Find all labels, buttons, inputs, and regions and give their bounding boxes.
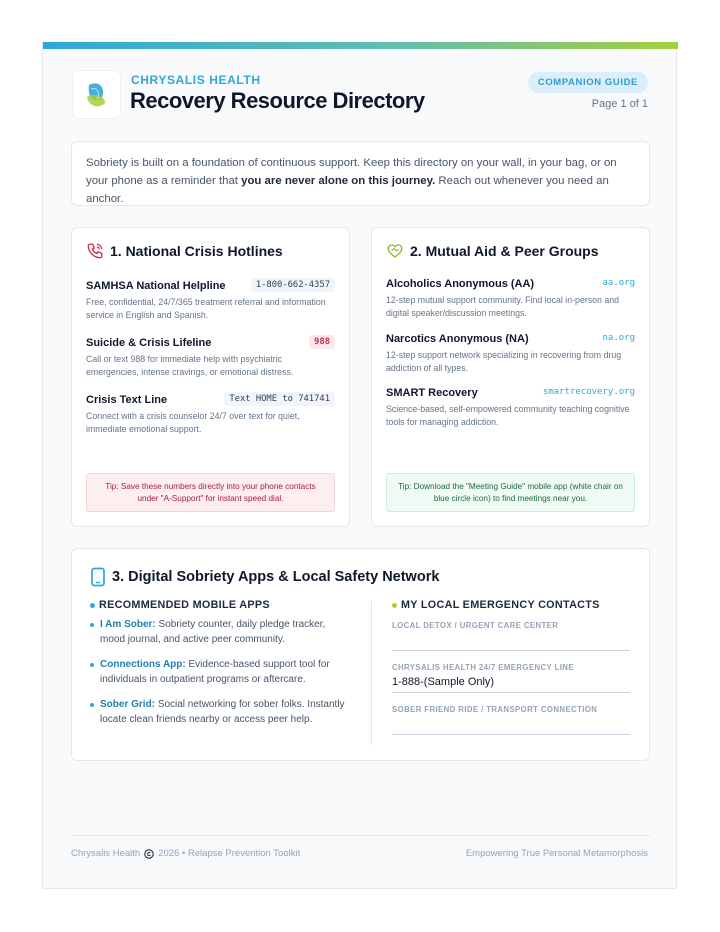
sober-ride-label: SOBER FRIEND RIDE / TRANSPORT CONNECTION [392, 705, 598, 714]
peer-group-description: 12-step mutual support community. Find local in-person and digital speaker/discussion meetings. [386, 295, 620, 318]
app-description: Social networking for sober folks. Instantly locate clean friends nearby or access peer help. [100, 699, 345, 725]
app-name: I Am Sober: [100, 619, 156, 630]
intro-text-bold: you are never alone on this journey. [241, 175, 436, 187]
footer-divider [71, 835, 650, 836]
emergency-line-line [392, 692, 630, 693]
sober-ride-line [392, 734, 630, 735]
peer-group-description: Science-based, self-empowered community teaching cognitive tools for managing addiction. [386, 404, 630, 427]
peer-group-link[interactable]: smartrecovery.org [542, 387, 635, 397]
intro-panel [71, 141, 650, 206]
contacts-subheading-label: MY LOCAL EMERGENCY CONTACTS [401, 599, 600, 611]
footer-left [71, 848, 300, 859]
app-name: Sober Grid: [100, 699, 156, 710]
peer-group-name: SMART Recovery [386, 387, 478, 399]
footer-brand: Chrysalis Health [71, 848, 141, 859]
hotline-entry [86, 394, 335, 435]
app-description: Sobriety counter, daily pledge tracker, mood journal, and active peer community. [100, 619, 326, 645]
list-item [90, 697, 350, 727]
detox-center-line [392, 650, 630, 651]
butterfly-logo-icon [79, 77, 115, 113]
digital-apps-title [90, 567, 439, 587]
hotline-entry [86, 337, 335, 378]
mutual-aid-title [386, 242, 599, 260]
hotline-name: SAMHSA National Helpline [86, 280, 226, 292]
hotline-description: Call or text 988 for immediate help with psychiatric emergencies, intense cravings, or emotional distress. [86, 354, 294, 377]
page-number: Page 1 of 1 [591, 98, 648, 110]
crisis-hotlines-heading: 1. National Crisis Hotlines [110, 243, 283, 259]
hotline-description: Connect with a crisis counselor 24/7 over text for quiet, immediate emotional support. [86, 411, 300, 434]
app-list [90, 617, 350, 737]
app-description: Evidence-based support tool for individuals in outpatient programs or aftercare. [100, 659, 330, 685]
detox-center-label: LOCAL DETOX / URGENT CARE CENTER [392, 621, 559, 630]
contacts-subheading [392, 599, 600, 611]
peer-group-entry [386, 387, 635, 428]
document-page [42, 42, 677, 889]
apps-subheading [90, 599, 270, 611]
column-divider [371, 601, 372, 745]
hotline-tip: Tip: Save these numbers directly into your phone contacts under "A-Support" for instant speed dial. [86, 473, 335, 512]
intro-text-1: Sobriety is built on a foundation of continuous support. Keep this directory on your wall, in your bag, or on your phone as a reminder that [86, 157, 617, 187]
intro-text-2: Reach out whenever you need an anchor. [86, 175, 609, 205]
green-dot-icon [392, 603, 397, 608]
companion-guide-badge: COMPANION GUIDE [528, 72, 648, 93]
heart-handshake-icon [386, 242, 404, 260]
peer-group-name: Alcoholics Anonymous (AA) [386, 278, 535, 290]
hotline-description: Free, confidential, 24/7/365 treatment referral and information service in English and Spanish. [86, 297, 326, 320]
smartphone-icon [90, 567, 106, 587]
hotline-entry [86, 280, 335, 321]
chrysalis-logo [72, 70, 121, 119]
peer-group-tip: Tip: Download the "Meeting Guide" mobile app (white chair on blue circle icon) to find meetings near you. [386, 473, 635, 512]
mutual-aid-heading: 2. Mutual Aid & Peer Groups [410, 243, 599, 259]
mutual-aid-card [371, 227, 650, 527]
peer-group-entry [386, 333, 635, 374]
hotline-name: Suicide & Crisis Lifeline [86, 337, 212, 349]
crisis-hotlines-title [86, 242, 283, 260]
emergency-line-label: CHRYSALIS HEALTH 24/7 EMERGENCY LINE [392, 663, 574, 672]
phone-icon [86, 242, 104, 260]
hotline-number[interactable]: Text HOME to 741741 [224, 392, 335, 406]
blue-dot-icon [90, 603, 95, 608]
footer-tagline: Empowering True Personal Metamorphosis [465, 848, 648, 859]
peer-group-link[interactable]: na.org [602, 333, 635, 343]
peer-group-link[interactable]: aa.org [602, 278, 635, 288]
peer-group-entry [386, 278, 635, 319]
hotline-number[interactable]: 1-800-662-4357 [251, 278, 335, 292]
gradient-top-bar [43, 42, 678, 49]
emergency-line-field[interactable]: 1-888-(Sample Only) [392, 676, 495, 688]
digital-apps-card [71, 548, 650, 761]
footer-copyright-text: 2026 • Relapse Prevention Toolkit [158, 848, 301, 859]
hotline-name: Crisis Text Line [86, 394, 168, 406]
peer-group-name: Narcotics Anonymous (NA) [386, 333, 529, 345]
digital-apps-heading: 3. Digital Sobriety Apps & Local Safety Network [112, 569, 440, 585]
page-title: Recovery Resource Directory [130, 88, 425, 113]
brand-name: CHRYSALIS HEALTH [131, 73, 261, 87]
peer-group-description: 12-step support network specializing in recovering from drug addiction of all types. [386, 350, 622, 373]
copyright-icon [144, 849, 154, 859]
list-item [90, 657, 350, 687]
crisis-hotlines-card [71, 227, 350, 527]
list-item [90, 617, 350, 647]
apps-subheading-label: RECOMMENDED MOBILE APPS [99, 599, 270, 611]
hotline-number[interactable]: 988 [309, 335, 335, 349]
app-name: Connections App: [100, 659, 186, 670]
